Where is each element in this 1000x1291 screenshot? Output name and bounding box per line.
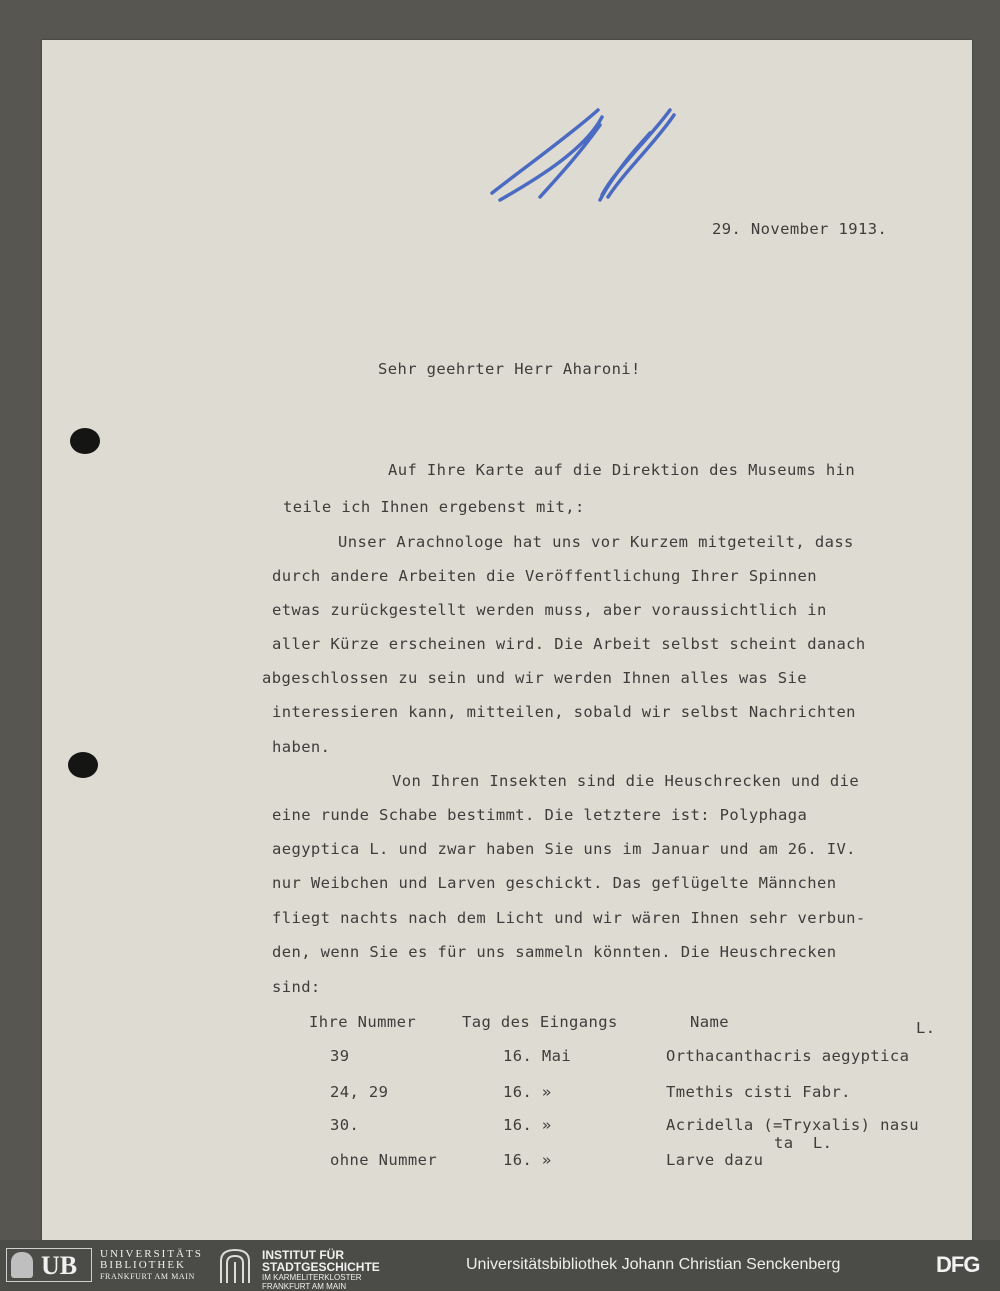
body-line: teile ich Ihnen ergebenst mit,: [283,498,585,516]
body-line: interessieren kann, mitteilen, sobald wir selbst Nachrichten [272,703,856,721]
table-row-name: Larve dazu [666,1151,764,1169]
punch-hole-top [70,428,100,454]
table-header-name: Name [690,1013,729,1031]
table-header-nummer: Ihre Nummer [309,1013,417,1031]
dfg-logo[interactable]: DFG [936,1252,980,1277]
body-line: sind: [272,978,321,996]
table-header-tag: Tag des Eingangs [462,1013,618,1031]
table-row-nummer: ohne Nummer [330,1151,438,1169]
ifs-line-2: STADTGESCHICHTE [262,1260,380,1274]
letter-salutation: Sehr geehrter Herr Aharoni! [378,360,641,378]
table-row-name: Orthacanthacris aegyptica [666,1047,910,1065]
table-row-tag: 16. » [503,1151,552,1169]
table-row-nummer: 24, 29 [330,1083,389,1101]
body-line: aegyptica L. und zwar haben Sie uns im Januar und am 26. IV. [272,840,856,858]
table-row-name: Acridella (=Tryxalis) nasu [666,1116,920,1134]
body-line: durch andere Arbeiten die Veröffentlichung Ihrer Spinnen [272,567,817,585]
table-row-tag: 16. Mai [503,1047,572,1065]
handwritten-number-mark [480,105,680,215]
body-line: den, wenn Sie es für uns sammeln könnten. Die Heuschrecken [272,943,837,961]
ifs-line-1: INSTITUT FÜR [262,1248,344,1262]
body-line: nur Weibchen und Larven geschickt. Das geflügelte Männchen [272,874,837,892]
table-row-tag: 16. » [503,1116,552,1134]
body-line: aller Kürze erscheinen wird. Die Arbeit selbst scheint danach [272,635,866,653]
table-row-name: Tmethis cisti Fabr. [666,1083,851,1101]
table-row-nummer: 30. [330,1116,360,1134]
ub-logo[interactable] [6,1248,92,1282]
body-line: abgeschlossen zu sein und wir werden Ihnen alles was Sie [262,669,807,687]
ub-line-1: UNIVERSITÄTS [100,1248,203,1260]
body-line: eine runde Schabe bestimmt. Die letztere ist: Polyphaga [272,806,808,824]
body-line: Von Ihren Insekten sind die Heuschrecken und die [392,772,860,790]
ub-logo-letters: UB [41,1251,78,1280]
body-line: etwas zurückgestellt werden muss, aber voraussichtlich in [272,601,827,619]
table-row-tag: 16. » [503,1083,552,1101]
cloister-arch-icon[interactable] [218,1247,252,1283]
senckenberg-bust-icon [11,1252,33,1278]
ub-logo-text [100,1249,203,1282]
body-line: Auf Ihre Karte auf die Direktion des Museums hin [388,461,856,479]
body-line: Unser Arachnologe hat uns vor Kurzem mitgeteilt, dass [338,533,854,551]
ub-line-3: FRANKFURT AM MAIN [100,1272,195,1281]
ifs-line-3: IM KARMELITERKLOSTER [262,1273,362,1282]
table-row-nummer: 39 [330,1047,350,1065]
footer-library-name[interactable]: Universitätsbibliothek Johann Christian Senckenberg [466,1256,841,1273]
ifs-line-4: FRANKFURT AM MAIN [262,1282,347,1291]
body-line: fliegt nachts nach dem Licht und wir wären Ihnen sehr verbun- [272,909,866,927]
footer-bar [0,1240,1000,1290]
body-line: haben. [272,738,331,756]
punch-hole-bottom [68,752,98,778]
ub-line-2: BIBLIOTHEK [100,1259,186,1271]
ifs-logo-text [262,1249,380,1291]
table-header-suffix: L. [916,1019,936,1037]
letter-date: 29. November 1913. [712,220,888,238]
table-row-name-continuation: ta L. [774,1134,833,1152]
